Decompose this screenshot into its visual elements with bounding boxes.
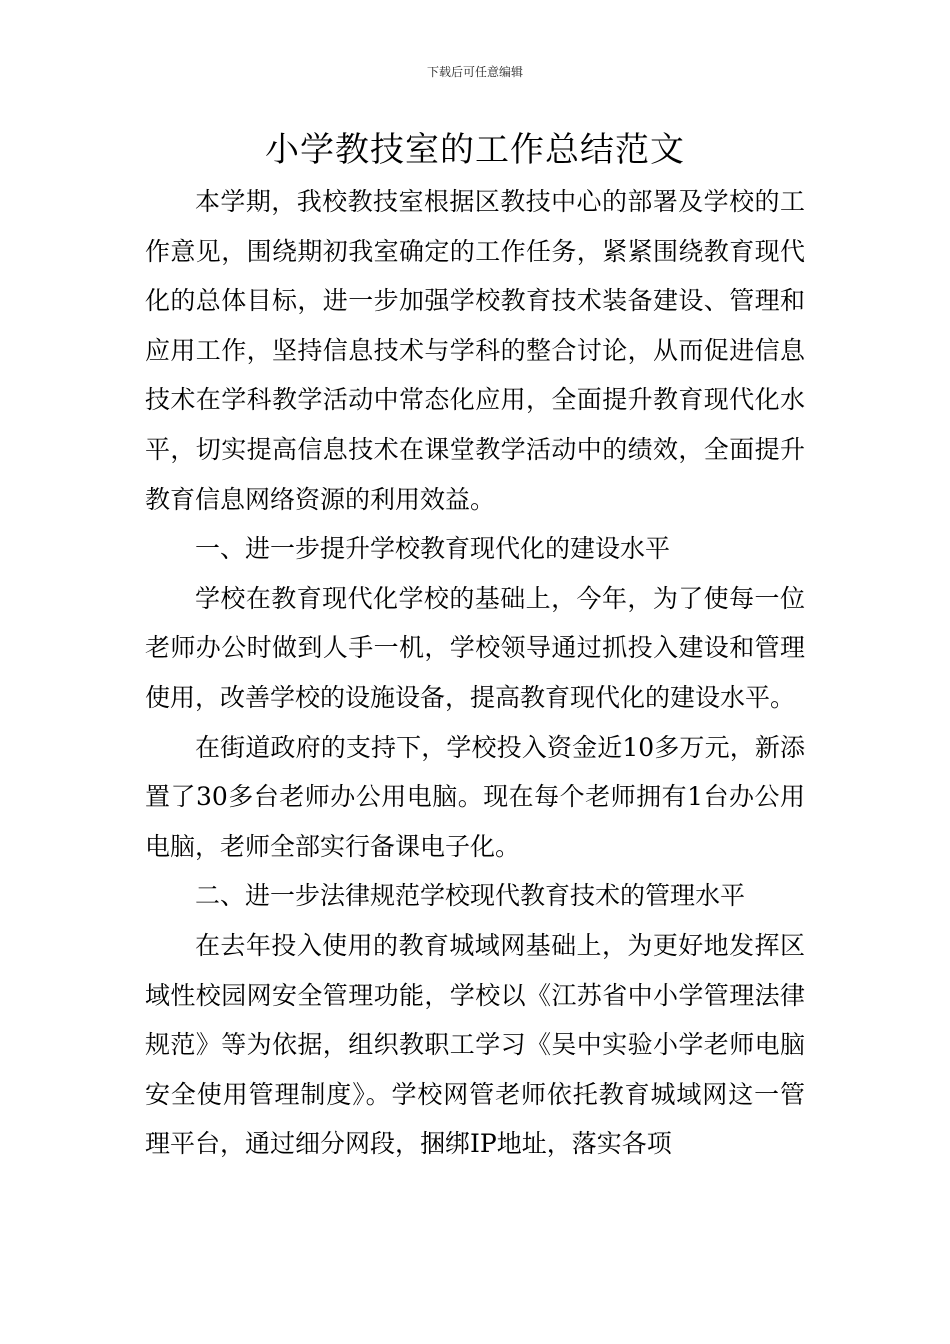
document-title: 小学教技室的工作总结范文 (265, 130, 685, 170)
body-paragraph: 在街道政府的支持下，学校投入资金近10多万元，新添置了30多台老师办公用电脑。现在每个老师拥有1台办公用电脑，老师全部实行备课电子化。 (145, 732, 805, 861)
section-heading-2: 二、进一步法律规范学校现代教育技术的管理水平 (195, 881, 746, 911)
body-paragraph: 学校在教育现代化学校的基础上，今年，为了使每一位老师办公时做到人手一机，学校领导通过抓投入建设和管理使用，改善学校的设施设备，提高教育现代化的建设水平。 (145, 583, 805, 712)
document-body (145, 177, 805, 1169)
section-heading-1: 一、进一步提升学校教育现代化的建设水平 (195, 534, 671, 564)
intro-paragraph: 本学期，我校教技室根据区教技中心的部署及学校的工作意见，围绕期初我室确定的工作任务，紧紧围绕教育现代化的总体目标，进一步加强学校教育技术装备建设、管理和应用工作，坚持信息技术与学科的整合讨论，从而促进信息技术在学科教学活动中常态化应用，全面提升教育现代化水平，切实提高信息技术在课堂教学活动中的绩效，全面提升教育信息网络资源的利用效益。 (145, 187, 805, 514)
body-paragraph: 在去年投入使用的教育城域网基础上，为更好地发挥区域性校园网安全管理功能，学校以《江苏省中小学管理法律规范》等为依据，组织教职工学习《吴中实验小学老师电脑安全使用管理制度》。学校网管老师依托教育城域网这一管理平台，通过细分网段，捆绑IP地址，落实各项 (145, 930, 805, 1159)
header-note: 下载后可任意编辑 (426, 65, 523, 79)
